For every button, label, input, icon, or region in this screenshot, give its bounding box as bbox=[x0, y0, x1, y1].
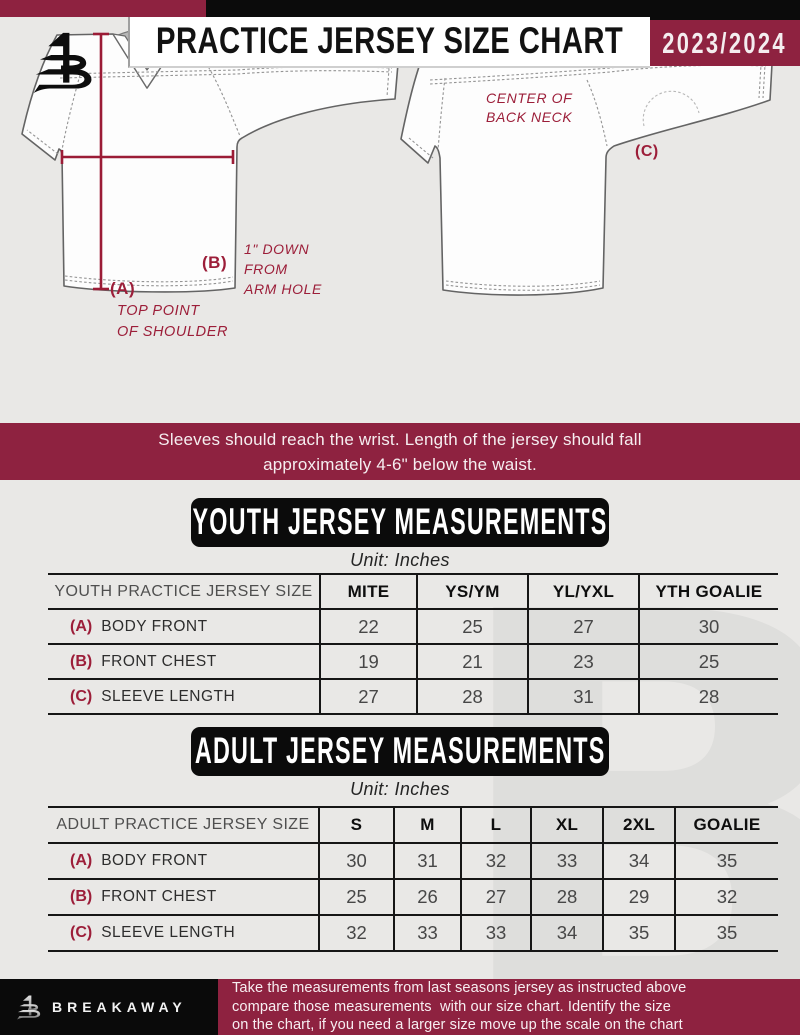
footer-instruction-line3: on the chart, if you need a larger size move up the scale on the chart bbox=[232, 1017, 683, 1034]
youth-row-sleeve-length bbox=[48, 679, 778, 714]
annotation-a-letter: (A) bbox=[110, 279, 136, 298]
size-value-cell: 28 bbox=[531, 879, 603, 915]
size-value-cell: 29 bbox=[603, 879, 675, 915]
fit-note-line2: approximately 4-6" below the waist. bbox=[263, 454, 537, 474]
adult-size-col-header: ADULT PRACTICE JERSEY SIZE bbox=[48, 807, 319, 843]
size-value-cell: 22 bbox=[320, 609, 417, 644]
row-label-cell: (A) BODY FRONT bbox=[48, 843, 319, 879]
youth-row-front-chest bbox=[48, 644, 778, 679]
size-value-cell: 27 bbox=[320, 679, 417, 714]
footer-instruction-line2: compare those measurements with our size chart. Identify the size bbox=[232, 998, 671, 1015]
row-label-cell: (A) BODY FRONT bbox=[48, 609, 320, 644]
size-value-cell: 31 bbox=[528, 679, 639, 714]
size-value-cell: 32 bbox=[461, 843, 531, 879]
size-value-cell: 34 bbox=[531, 915, 603, 951]
breakaway-b-logo-icon bbox=[26, 24, 96, 102]
youth-row-body-front bbox=[48, 609, 778, 644]
adult-col-xl: XL bbox=[531, 807, 603, 843]
size-value-cell: 30 bbox=[319, 843, 394, 879]
size-value-cell: 35 bbox=[675, 915, 778, 951]
size-value-cell: 27 bbox=[461, 879, 531, 915]
annotation-c-caption: CENTER OF BACK NECK bbox=[486, 90, 573, 125]
youth-section-header bbox=[191, 498, 609, 547]
size-value-cell: 32 bbox=[319, 915, 394, 951]
youth-col-ylyxl: YL/YXL bbox=[528, 574, 639, 609]
size-value-cell: 33 bbox=[461, 915, 531, 951]
header-maroon-strip bbox=[0, 0, 206, 17]
annotation-b-caption: 1" DOWN FROM ARM HOLE bbox=[244, 241, 322, 297]
size-value-cell: 27 bbox=[528, 609, 639, 644]
row-label-cell: (B) FRONT CHEST bbox=[48, 879, 319, 915]
adult-section-title: ADULT JERSEY MEASUREMENTS bbox=[194, 730, 606, 772]
size-value-cell: 28 bbox=[639, 679, 778, 714]
youth-col-ysym: YS/YM bbox=[417, 574, 528, 609]
annotation-c-letter: (C) bbox=[635, 143, 659, 160]
brand-name: BREAKAWAY bbox=[52, 999, 187, 1015]
size-value-cell: 25 bbox=[417, 609, 528, 644]
fit-note-line1: Sleeves should reach the wrist. Length of the jersey should fall bbox=[158, 429, 642, 449]
size-value-cell: 28 bbox=[417, 679, 528, 714]
size-value-cell: 33 bbox=[531, 843, 603, 879]
youth-unit-label: Unit: Inches bbox=[350, 550, 450, 570]
adult-row-body-front bbox=[48, 843, 778, 879]
size-value-cell: 31 bbox=[394, 843, 461, 879]
adult-size-table bbox=[48, 806, 778, 952]
annotation-b-letter: (B) bbox=[202, 253, 228, 272]
annotation-a-caption: TOP POINT OF SHOULDER bbox=[117, 303, 229, 340]
size-value-cell: 23 bbox=[528, 644, 639, 679]
adult-header-row bbox=[48, 807, 778, 843]
youth-section-title: YOUTH JERSEY MEASUREMENTS bbox=[192, 501, 608, 543]
size-value-cell: 26 bbox=[394, 879, 461, 915]
footer-instruction-line1: Take the measurements from last seasons jersey as instructed above bbox=[232, 980, 687, 997]
adult-col-m: M bbox=[394, 807, 461, 843]
adult-unit-label: Unit: Inches bbox=[350, 779, 450, 799]
row-label-cell: (C) SLEEVE LENGTH bbox=[48, 915, 319, 951]
season-label: 2023/2024 bbox=[662, 26, 788, 59]
size-value-cell: 21 bbox=[417, 644, 528, 679]
adult-section-header bbox=[191, 727, 609, 776]
adult-col-goalie: GOALIE bbox=[675, 807, 778, 843]
size-value-cell: 30 bbox=[639, 609, 778, 644]
size-value-cell: 34 bbox=[603, 843, 675, 879]
size-value-cell: 19 bbox=[320, 644, 417, 679]
youth-col-goalie: YTH GOALIE bbox=[639, 574, 778, 609]
adult-col-2xl: 2XL bbox=[603, 807, 675, 843]
size-value-cell: 33 bbox=[394, 915, 461, 951]
youth-size-table bbox=[48, 573, 778, 715]
adult-row-front-chest bbox=[48, 879, 778, 915]
size-value-cell: 32 bbox=[675, 879, 778, 915]
footer-brand-panel bbox=[0, 979, 218, 1035]
page-title-box bbox=[128, 17, 650, 68]
size-value-cell: 25 bbox=[319, 879, 394, 915]
adult-col-s: S bbox=[319, 807, 394, 843]
adult-col-l: L bbox=[461, 807, 531, 843]
size-value-cell: 25 bbox=[639, 644, 778, 679]
season-badge bbox=[650, 20, 800, 66]
footer-instructions bbox=[218, 979, 800, 1035]
youth-header-row bbox=[48, 574, 778, 609]
adult-row-sleeve-length bbox=[48, 915, 778, 951]
youth-size-col-header: YOUTH PRACTICE JERSEY SIZE bbox=[48, 574, 320, 609]
row-label-cell: (C) SLEEVE LENGTH bbox=[48, 679, 320, 714]
youth-col-mite: MITE bbox=[320, 574, 417, 609]
breakaway-b-logo-small-icon bbox=[14, 992, 42, 1023]
page-title: PRACTICE JERSEY SIZE CHART bbox=[156, 20, 624, 62]
size-value-cell: 35 bbox=[675, 843, 778, 879]
row-label-cell: (B) FRONT CHEST bbox=[48, 644, 320, 679]
size-value-cell: 35 bbox=[603, 915, 675, 951]
fit-note-banner bbox=[0, 423, 800, 480]
